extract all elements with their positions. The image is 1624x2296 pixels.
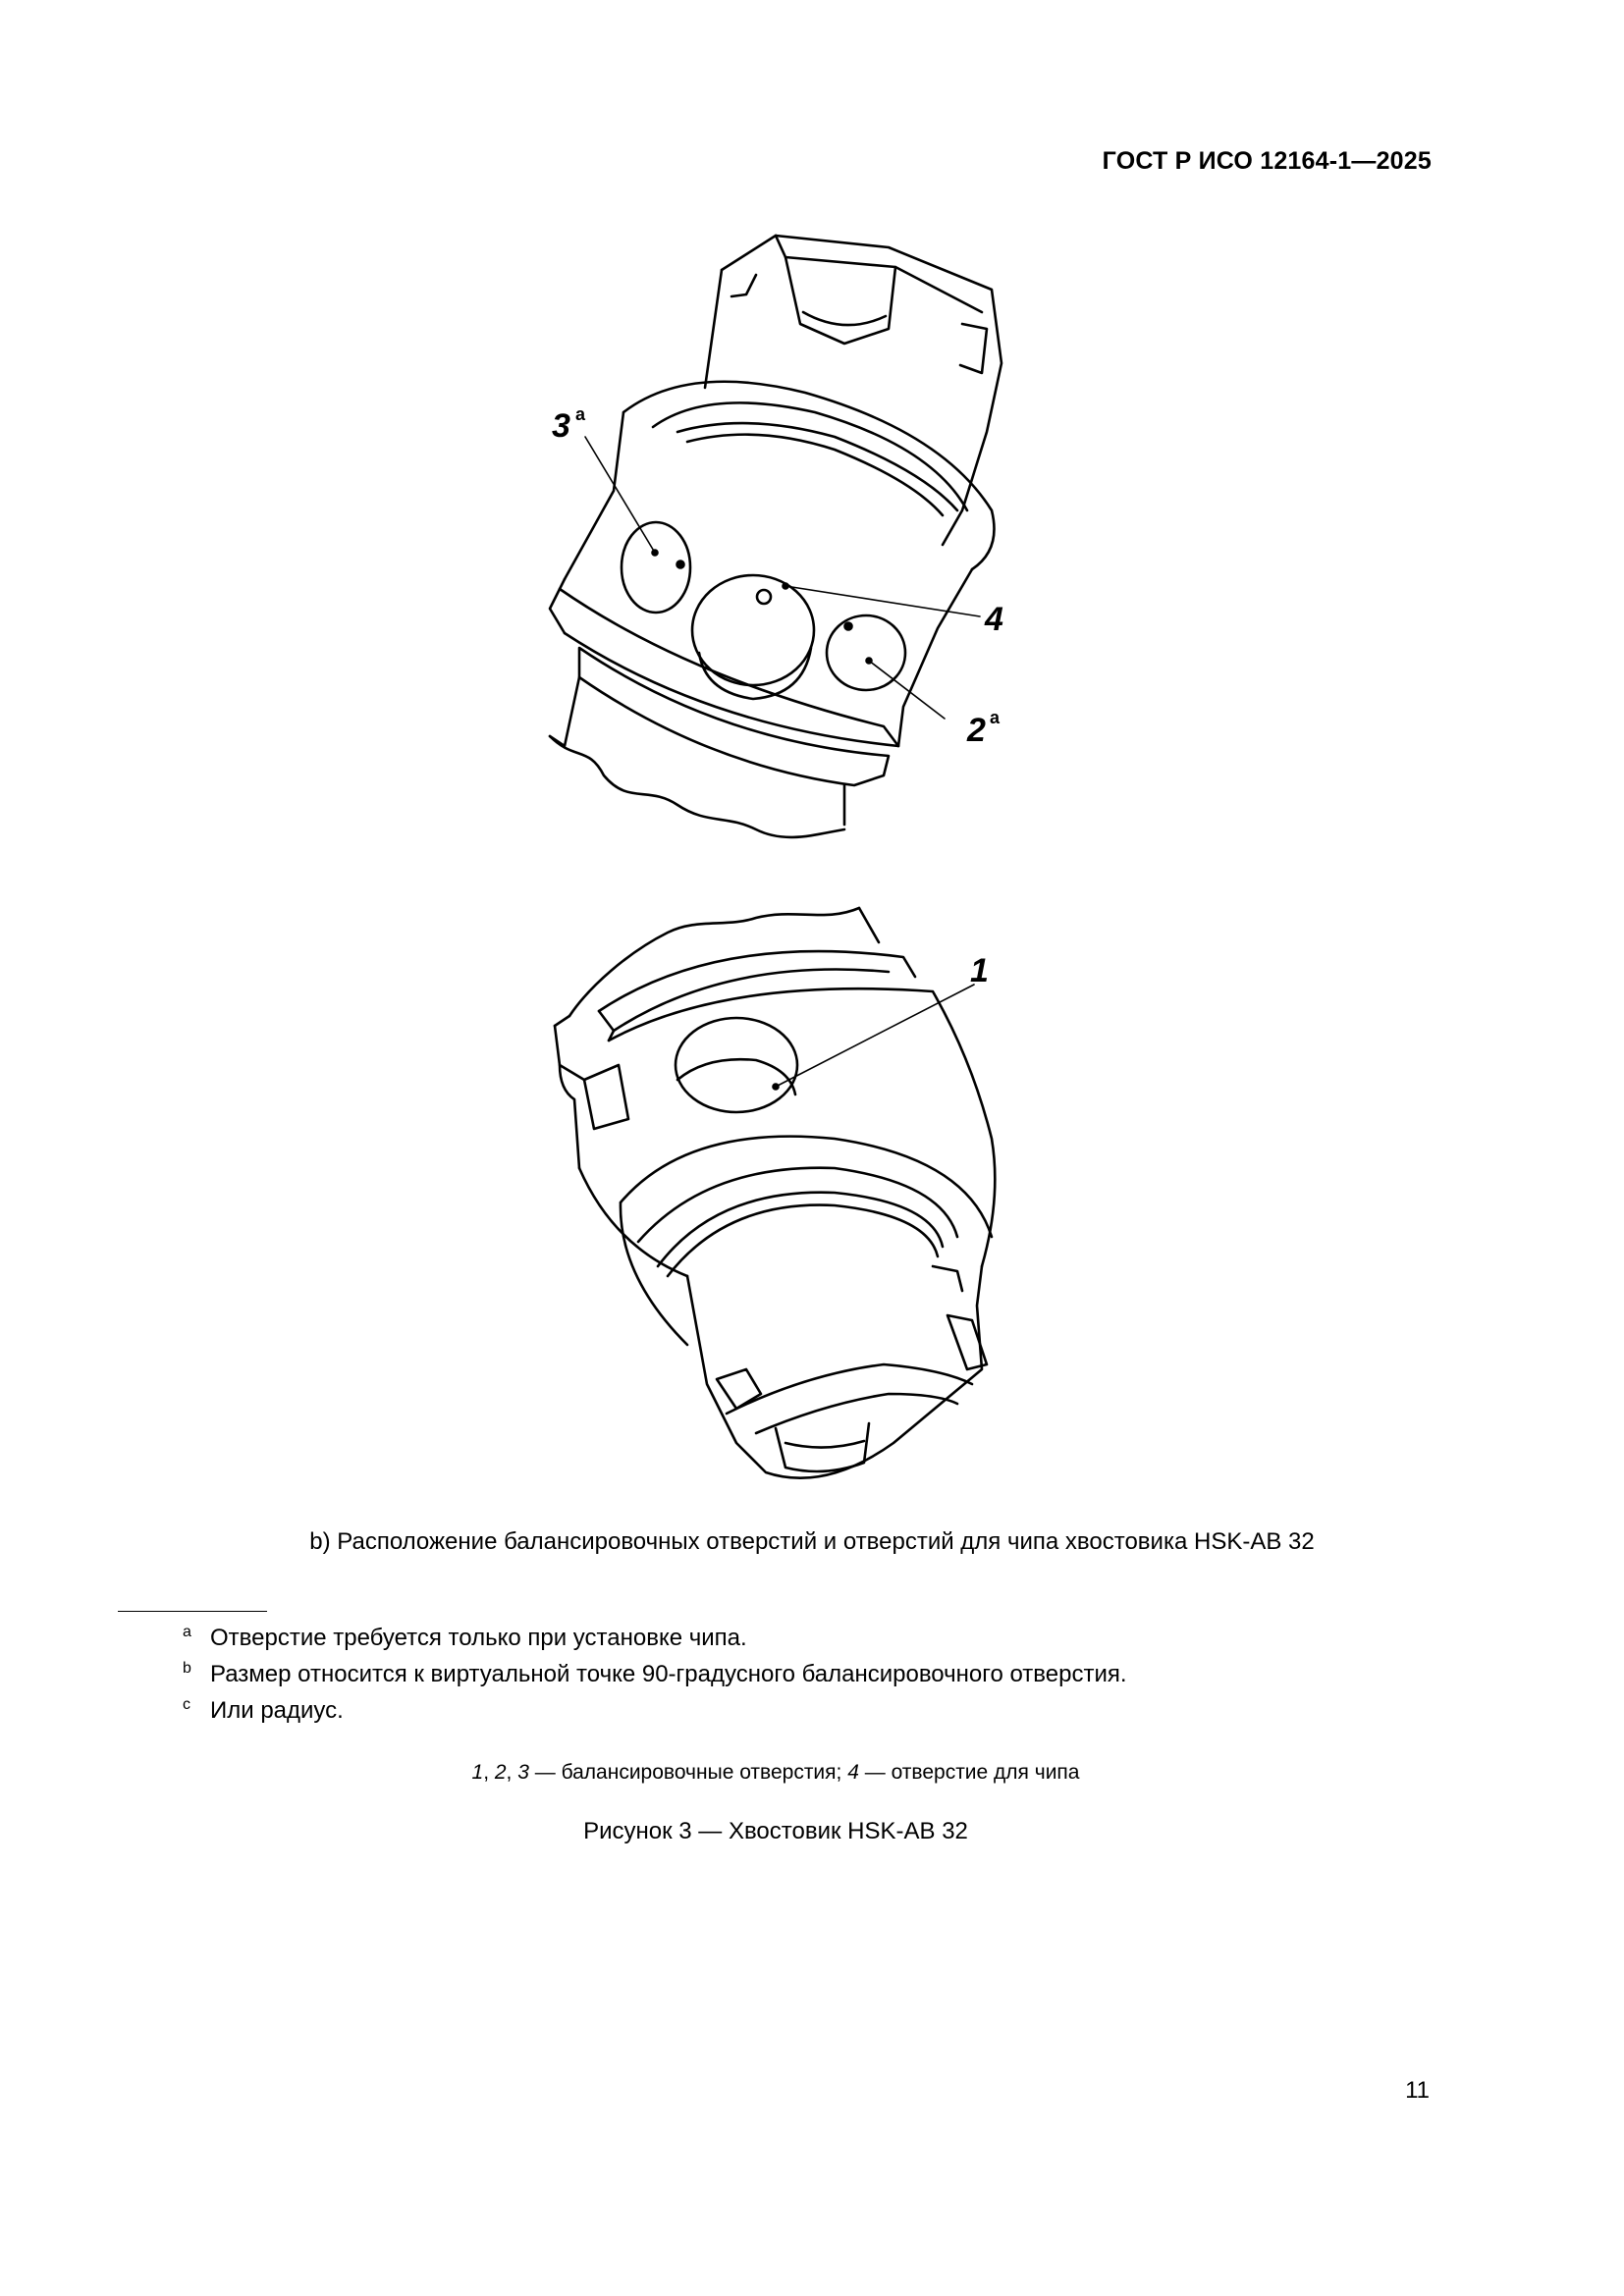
footnote-text: Или радиус.	[210, 1697, 344, 1724]
legend-separator: ,	[506, 1761, 518, 1784]
callout-1-number: 1	[970, 952, 989, 989]
footnote-mark: c	[183, 1696, 190, 1713]
footnote-mark: b	[183, 1660, 191, 1677]
legend-number-3: 3	[517, 1761, 529, 1784]
figure-legend	[0, 1761, 1551, 1785]
callout-label-3	[552, 404, 586, 445]
lower-view	[555, 908, 995, 1478]
callout-label-1	[970, 952, 989, 989]
callout-4-number: 4	[985, 601, 1003, 638]
document-code: ГОСТ Р ИСО 12164-1—2025	[1102, 147, 1432, 175]
legend-number-2: 2	[494, 1761, 507, 1784]
callout-2-superscript: a	[990, 708, 1001, 727]
legend-number-1: 1	[471, 1761, 484, 1784]
footnote-text: Отверстие требуется только при установке чипа.	[210, 1625, 747, 1651]
footnote-mark: a	[183, 1624, 191, 1640]
upper-view	[550, 236, 1001, 837]
footnote-divider	[118, 1611, 267, 1612]
callout-label-4	[984, 601, 1003, 638]
page-number: 11	[1405, 2077, 1430, 2104]
callout-2-number: 2	[967, 712, 986, 749]
figure-title: Рисунок 3 — Хвостовик HSK-AB 32	[583, 1818, 968, 1844]
callout-label-2	[966, 708, 1001, 749]
footnote-text: Размер относится к виртуальной точке 90-градусного балансировочного отверстия.	[210, 1661, 1127, 1687]
legend-description-chip: — отверстие для чипа	[858, 1761, 1080, 1784]
legend-number-4: 4	[847, 1761, 859, 1784]
legend-separator: ,	[483, 1761, 495, 1784]
callout-3-number: 3	[552, 407, 570, 445]
legend-description-balancing: — балансировочные отверстия;	[528, 1761, 848, 1784]
callout-3-superscript: a	[575, 404, 586, 424]
figure-subcaption: b) Расположение балансировочных отверстий и отверстий для чипа хвостовика HSK-AB 32	[309, 1528, 1315, 1555]
